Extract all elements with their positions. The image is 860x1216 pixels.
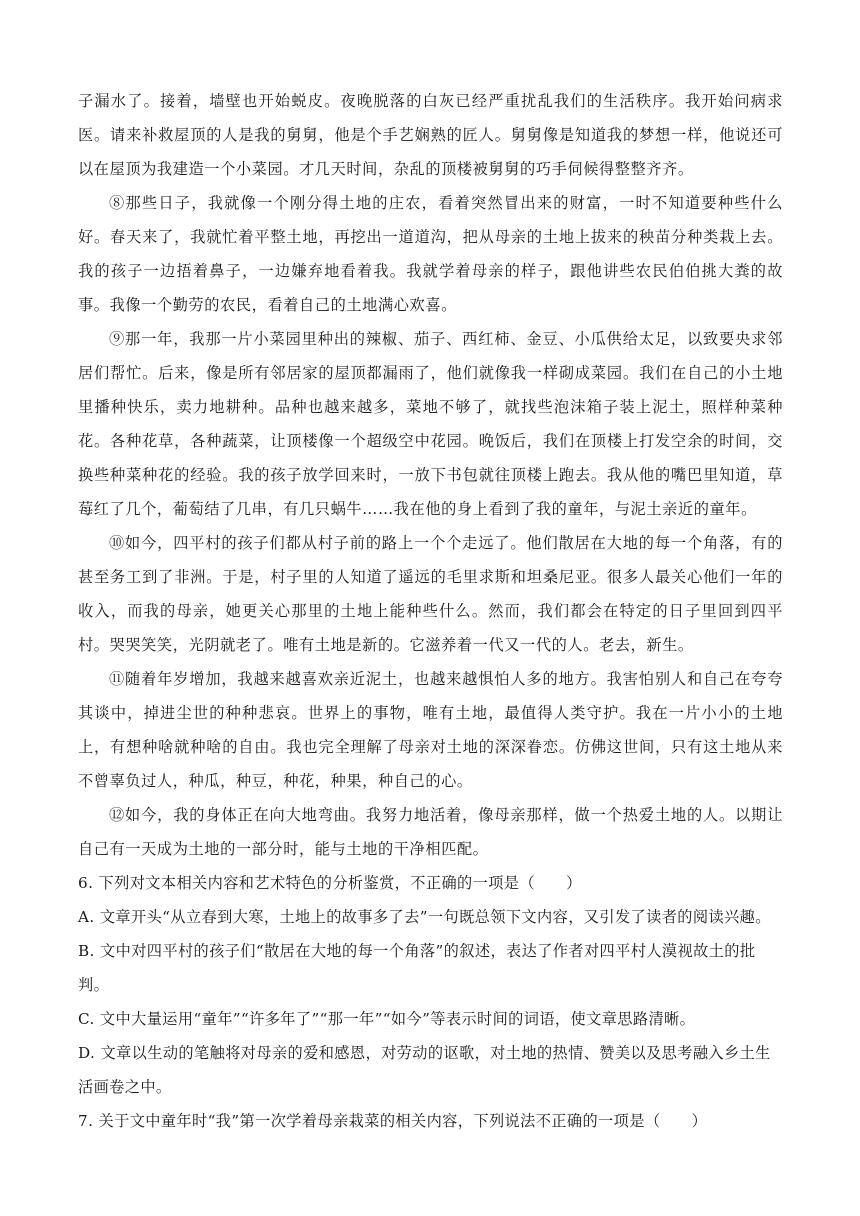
paragraph-11: ⑪随着年岁增加，我越来越喜欢亲近泥土，也越来越惧怕人多的地方。我害怕别人和自己在夸夸其谈中，掉进尘世的种种悲哀。世界上的事物，唯有土地，最值得人类守护。我在一片小小的土地上，有想种啥就种啥的自由。我也完全理解了母亲对土地的深深眷恋。仿佛这世间，只有这土地从来不曾辜负过人，种瓜，种豆，种花，种果，种自己的心。 <box>78 670 783 790</box>
paragraph-8: ⑧那些日子，我就像一个刚分得土地的庄农，看着突然冒出来的财富，一时不知道要种些什么好。春天来了，我就忙着平整土地，再挖出一道道沟，把从母亲的土地上拔来的秧苗分种类栽上去。我的孩子一边捂着鼻子，一边嫌弃地看着我。我就学着母亲的样子，跟他讲些农民伯伯挑大粪的故事。我像一个勤劳的农民，看着自己的土地满心欢喜。 <box>78 194 783 314</box>
paragraph-continued: 子漏水了。接着，墙壁也开始蜕皮。夜晚脱落的白灰已经严重扰乱我们的生活秩序。我开始问病求医。请来补救屋顶的人是我的舅舅，他是个手艺娴熟的匠人。舅舅像是知道我的梦想一样，他说还可以在屋顶为我建造一个小菜园。才几天时间，杂乱的顶楼被舅舅的巧手伺候得整整齐齐。 <box>78 92 783 178</box>
paragraph-9: ⑨那一年，我那一片小菜园里种出的辣椒、茄子、西红柿、金豆、小瓜供给太足，以致要央求邻居们帮忙。后来，像是所有邻居家的屋顶都漏雨了，他们就像我一样砌成菜园。我们在自己的小土地里播种快乐，卖力地耕种。品种也越来越多，菜地不够了，就找些泡沫箱子装上泥土，照样种菜种花。各种花草，各种蔬菜，让顶楼像一个超级空中花园。晚饭后，我们在顶楼上打发空余的时间，交换些种菜种花的经验。我的孩子放学回来时，一放下书包就往顶楼上跑去。我从他的嘴巴里知道，草莓红了几个，葡萄结了几串，有几只蜗牛……我在他的身上看到了我的童年，与泥土亲近的童年。 <box>78 330 783 518</box>
question-7-stem: 7. 关于文中童年时“我”第一次学着母亲栽菜的相关内容，下列说法不正确的一项是（ ） <box>78 1112 708 1130</box>
paragraph-12: ⑫如今，我的身体正在向大地弯曲。我努力地活着，像母亲那样，做一个热爱土地的人。以期让自己有一天成为土地的一部分时，能与土地的干净相匹配。 <box>78 806 783 858</box>
question-6-option-b: B. 文中对四平村的孩子们“散居在大地的每一个角落”的叙述，表达了作者对四平村人漠视故土的批判。 <box>78 942 756 994</box>
document-page <box>78 84 783 1138</box>
question-6-stem: 6. 下列对文本相关内容和艺术特色的分析鉴赏，不正确的一项是（ ） <box>78 874 582 892</box>
question-6-option-d: D. 文章以生动的笔触将对母亲的爱和感恩，对劳动的讴歌，对土地的热情、赞美以及思考融入乡土生活画卷之中。 <box>78 1044 771 1096</box>
question-6-option-a: A. 文章开头“从立春到大寒，土地上的故事多了去”一句既总领下文内容，又引发了读者的阅读兴趣。 <box>78 908 771 926</box>
question-6-option-c: C. 文中大量运用“童年”“许多年了”“那一年”“如今”等表示时间的词语，使文章思路清晰。 <box>78 1010 696 1028</box>
question-7 <box>78 1104 783 1138</box>
paragraph-10: ⑩如今，四平村的孩子们都从村子前的路上一个个走远了。他们散居在大地的每一个角落，有的甚至务工到了非洲。于是，村子里的人知道了遥远的毛里求斯和坦桑尼亚。很多人最关心他们一年的收入，而我的母亲，她更关心那里的土地上能种些什么。然而，我们都会在特定的日子里回到四平村。哭哭笑笑，光阴就老了。唯有土地是新的。它滋养着一代又一代的人。老去，新生。 <box>78 534 783 654</box>
question-6 <box>78 866 783 1104</box>
